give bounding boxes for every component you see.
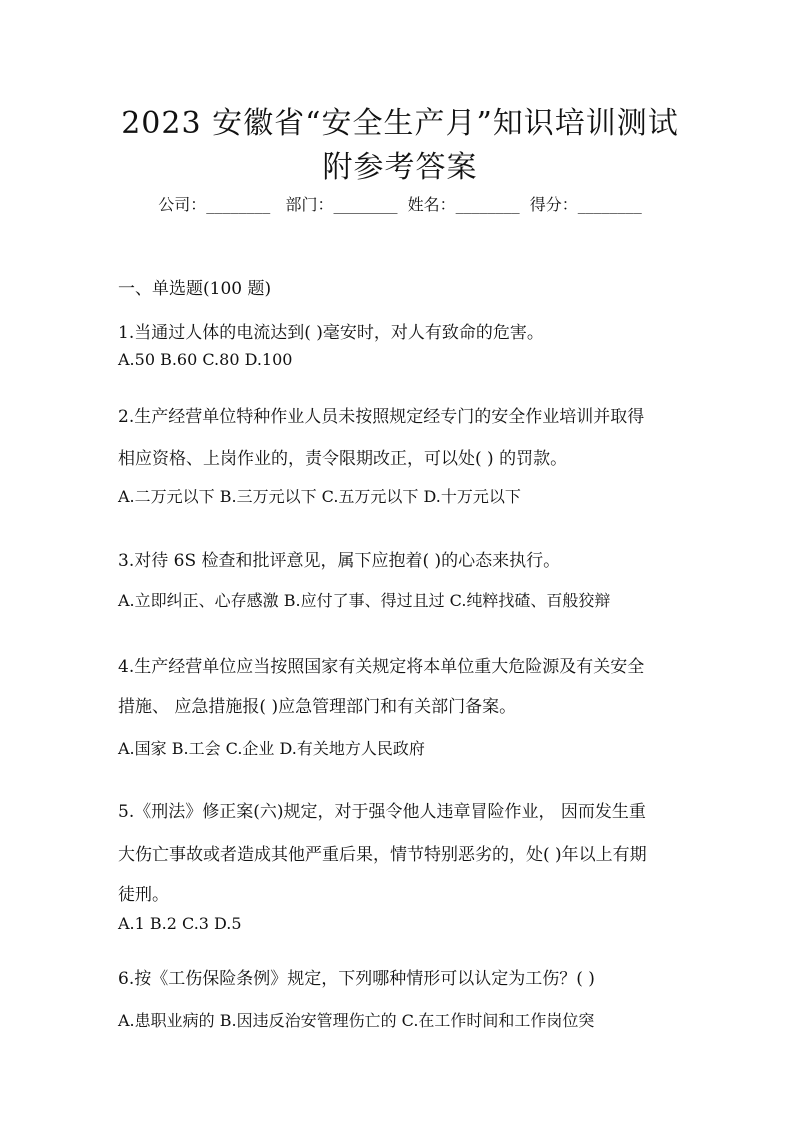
question-6-options: A.患职业病的 B.因违反治安管理伤亡的 C.在工作时间和工作岗位突 xyxy=(118,1011,595,1030)
question-3-options: A.立即纠正、心存感激 B.应付了事、得过且过 C.纯粹找碴、百般狡辩 xyxy=(118,591,611,610)
question-6-line-1: 6.按《工伤保险条例》规定，下列哪种情形可以认定为工伤？( ) xyxy=(118,969,595,989)
question-5-line-1: 5.《刑法》修正案(六)规定，对于强令他人违章冒险作业， 因而发生重 xyxy=(118,802,646,822)
question-3-line-1: 3.对待 6S 检查和批评意见，属下应抱着( )的心态来执行。 xyxy=(118,551,561,571)
question-5-options: A.1 B.2 C.3 D.5 xyxy=(118,914,242,933)
question-4-line-2: 措施、 应急措施报( )应急管理部门和有关部门备案。 xyxy=(118,697,517,717)
question-1-options: A.50 B.60 C.80 D.100 xyxy=(118,350,293,369)
question-1-line-1: 1.当通过人体的电流达到( )毫安时，对人有致命的危害。 xyxy=(118,323,544,343)
document-title-line2: 附参考答案 xyxy=(322,150,478,185)
question-2-line-2: 相应资格、上岗作业的，责令限期改正，可以处( ) 的罚款。 xyxy=(118,449,568,469)
document-title-line1: 2023 安徽省“安全生产月”知识培训测试 xyxy=(121,106,679,141)
question-2-options: A.二万元以下 B.三万元以下 C.五万元以下 D.十万元以下 xyxy=(118,487,521,506)
section-heading: 一、单选题(100 题) xyxy=(118,279,272,299)
question-4-options: A.国家 B.工会 C.企业 D.有关地方人民政府 xyxy=(118,739,425,758)
question-5-line-3: 徒刑。 xyxy=(118,885,169,905)
question-2-line-1: 2.生产经营单位特种作业人员未按照规定经专门的安全作业培训并取得 xyxy=(118,407,645,427)
question-5-line-2: 大伤亡事故或者造成其他严重后果，情节特别恶劣的，处( )年以上有期 xyxy=(118,845,647,865)
question-4-line-1: 4.生产经营单位应当按照国家有关规定将本单位重大危险源及有关安全 xyxy=(118,657,645,677)
info-fill-line: 公司：________ 部门：________ 姓名：________ 得分：________ xyxy=(158,195,642,214)
